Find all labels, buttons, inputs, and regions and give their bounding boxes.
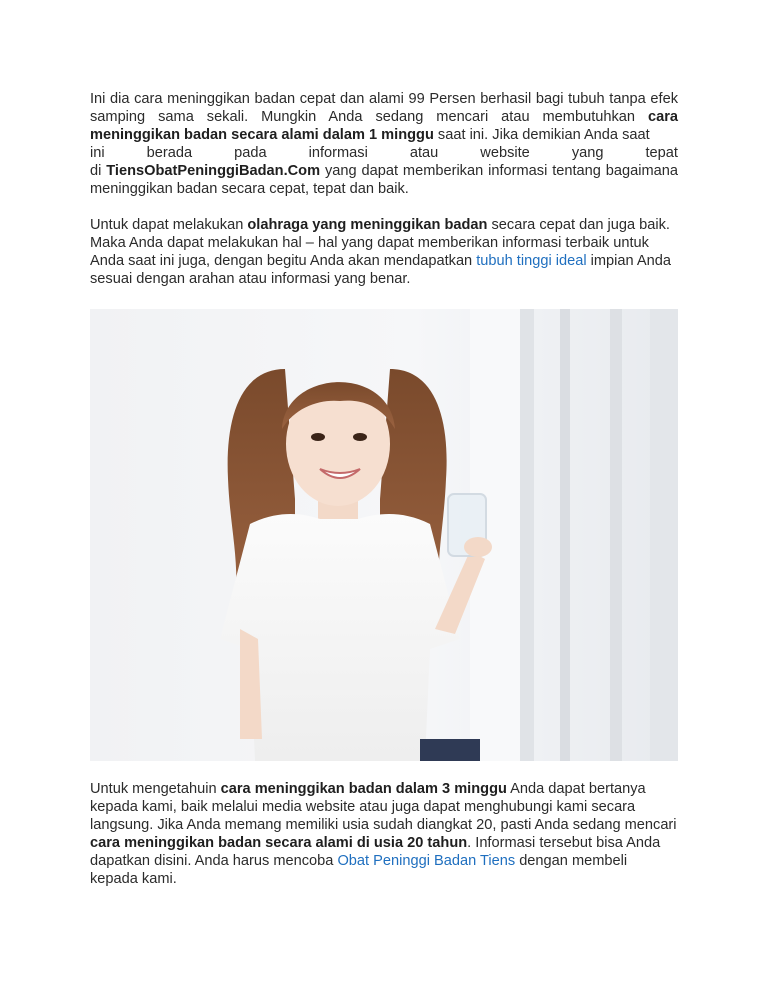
- text-segment: secara cepat dan juga baik. Maka Anda dapat melakukan hal – hal yang dapat memberikan informasi terbaik untuk Anda saat ini juga, dengan begitu Anda akan mendapatkan: [90, 217, 670, 269]
- link-obat-peninggi-badan-tiens[interactable]: Obat Peninggi Badan Tiens: [337, 853, 516, 869]
- bold-site-name: TiensObatPeninggiBadan.Com: [106, 163, 321, 179]
- text-segment: impian Anda sesuai dengan arahan atau informasi yang benar.: [90, 253, 671, 287]
- woman-holding-glass-photo: [90, 309, 678, 761]
- text-segment: . Informasi tersebut bisa Anda dapatkan disini. Anda harus mencoba: [90, 835, 661, 869]
- word: yang: [571, 145, 604, 161]
- text-segment: Anda dapat bertanya kepada kami, baik melalui media website atau juga dapat menghubungi kami secara langsung. Jika Anda memang memiliki usia sudah diangkat 20, pasti Anda sedang mencari: [90, 781, 677, 833]
- word: berada: [146, 145, 193, 161]
- bold-keyword: cara meninggikan badan secara alami dalam 1 minggu: [90, 109, 678, 143]
- word: informasi: [308, 145, 368, 161]
- link-tubuh-tinggi-ideal[interactable]: tubuh tinggi ideal: [476, 253, 587, 269]
- text-segment: Untuk mengetahuin: [90, 781, 221, 797]
- word: tepat: [645, 145, 678, 161]
- text-segment: Ini dia cara meninggikan badan cepat dan alami 99 Persen berhasil bagi tubuh tanpa efek samping sama sekali. Mungkin Anda sedang mencari atau membutuhkan: [90, 91, 678, 125]
- word: pada: [234, 145, 267, 161]
- third-paragraph: [90, 780, 678, 888]
- text-segment: di: [90, 163, 107, 179]
- word: ini: [90, 145, 105, 161]
- word: atau: [409, 145, 439, 161]
- justified-line: [90, 144, 678, 162]
- text-segment: yang dapat memberikan informasi tentang bagaimana meninggikan badan secara cepat, tepat dan baik.: [90, 163, 678, 197]
- intro-paragraph: [90, 90, 678, 198]
- bold-keyword: cara meninggikan badan secara alami di usia 20 tahun: [90, 835, 468, 851]
- text-segment: dengan membeli kepada kami.: [90, 853, 628, 887]
- text-segment: saat ini. Jika demikian Anda saat: [433, 127, 650, 143]
- text-segment: Untuk dapat melakukan: [90, 217, 248, 233]
- word: website: [480, 145, 530, 161]
- bold-keyword: cara meninggikan badan dalam 3 minggu: [220, 781, 507, 797]
- second-paragraph: [90, 216, 678, 288]
- bold-keyword: olahraga yang meninggikan badan: [247, 217, 488, 233]
